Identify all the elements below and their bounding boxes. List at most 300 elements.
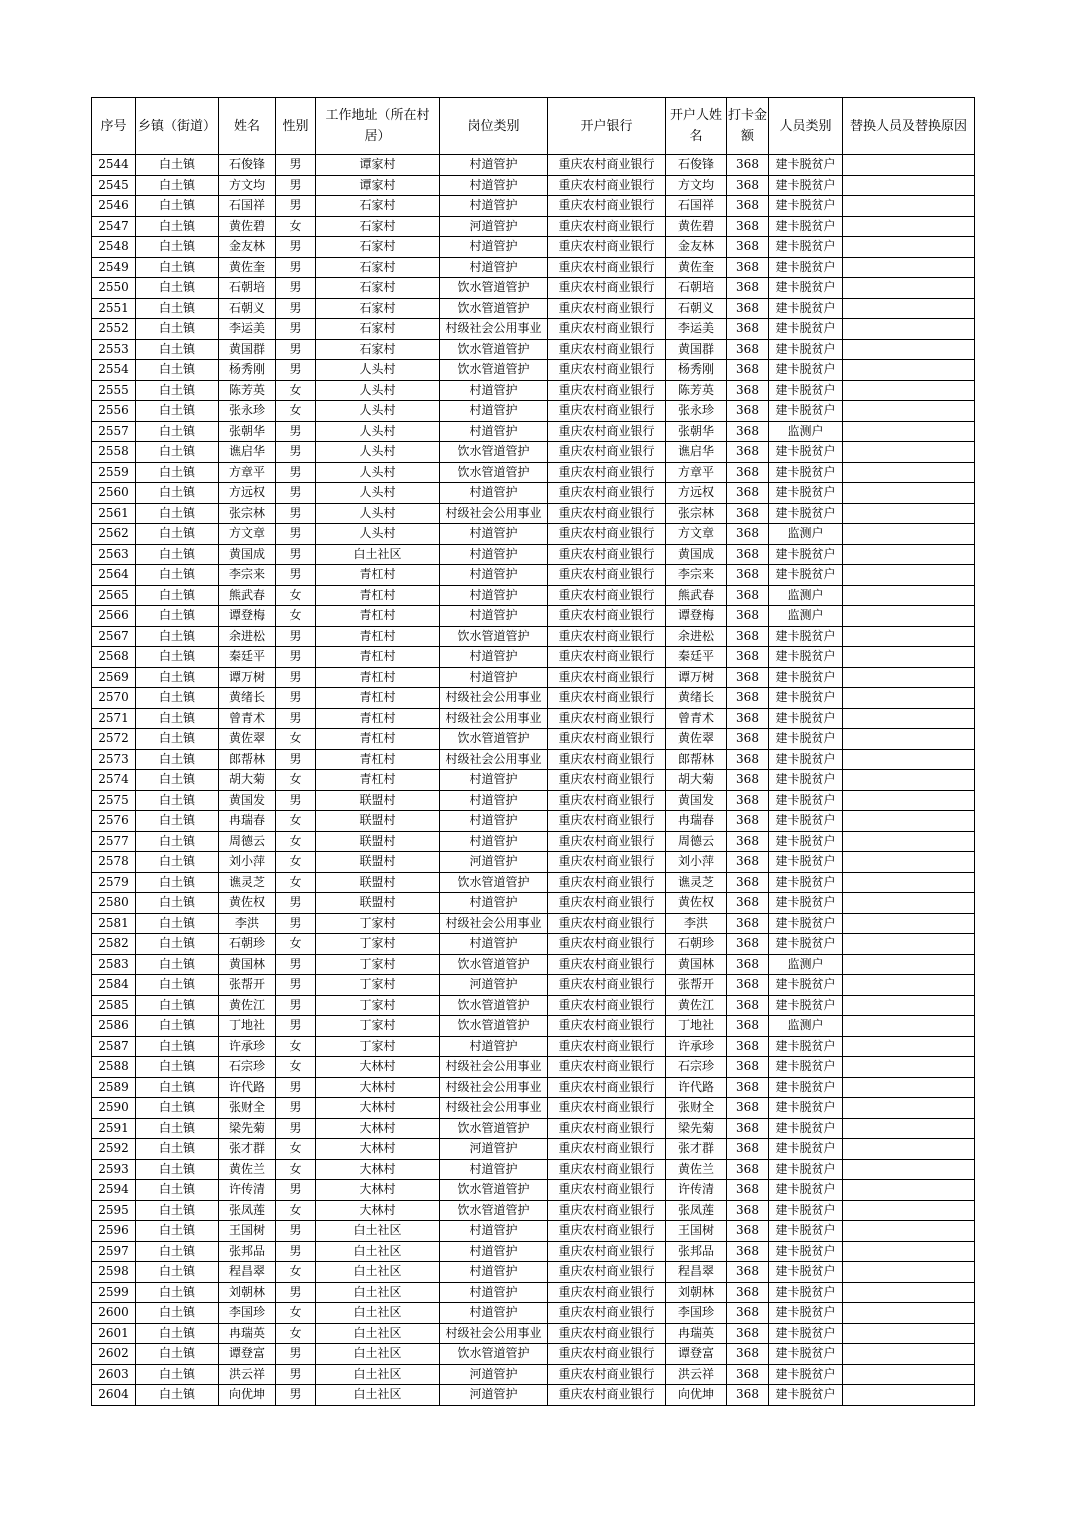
cell-person-category: 建卡脱贫户 bbox=[769, 278, 843, 299]
cell-account-holder: 张朝华 bbox=[666, 421, 727, 442]
cell-index: 2558 bbox=[92, 442, 136, 463]
cell-work-address: 石家村 bbox=[316, 257, 440, 278]
cell-replacement bbox=[843, 749, 975, 770]
cell-account-holder: 秦廷平 bbox=[666, 647, 727, 668]
cell-person-category: 建卡脱贫户 bbox=[769, 360, 843, 381]
cell-person-category: 建卡脱贫户 bbox=[769, 1303, 843, 1324]
cell-account-holder: 张宗林 bbox=[666, 503, 727, 524]
cell-name: 谯灵芝 bbox=[219, 872, 276, 893]
cell-person-category: 建卡脱贫户 bbox=[769, 1241, 843, 1262]
cell-post-type: 村道管护 bbox=[440, 237, 548, 258]
cell-name: 王国树 bbox=[219, 1221, 276, 1242]
cell-gender: 男 bbox=[276, 1098, 316, 1119]
cell-work-address: 联盟村 bbox=[316, 893, 440, 914]
cell-account-holder: 黄国成 bbox=[666, 544, 727, 565]
cell-amount: 368 bbox=[727, 1200, 769, 1221]
table-row bbox=[92, 462, 975, 483]
cell-work-address: 青杠村 bbox=[316, 585, 440, 606]
cell-person-category: 建卡脱贫户 bbox=[769, 237, 843, 258]
cell-bank: 重庆农村商业银行 bbox=[548, 770, 666, 791]
table-row bbox=[92, 360, 975, 381]
table-row bbox=[92, 483, 975, 504]
cell-bank: 重庆农村商业银行 bbox=[548, 483, 666, 504]
cell-replacement bbox=[843, 1385, 975, 1406]
cell-index: 2600 bbox=[92, 1303, 136, 1324]
cell-amount: 368 bbox=[727, 811, 769, 832]
cell-township: 白土镇 bbox=[136, 975, 219, 996]
cell-name: 谯启华 bbox=[219, 442, 276, 463]
cell-account-holder: 陈芳英 bbox=[666, 380, 727, 401]
cell-index: 2595 bbox=[92, 1200, 136, 1221]
cell-account-holder: 石国祥 bbox=[666, 196, 727, 217]
cell-name: 黄国发 bbox=[219, 790, 276, 811]
cell-index: 2586 bbox=[92, 1016, 136, 1037]
cell-post-type: 饮水管道管护 bbox=[440, 442, 548, 463]
cell-township: 白土镇 bbox=[136, 257, 219, 278]
cell-person-category: 监测户 bbox=[769, 524, 843, 545]
cell-name: 李运美 bbox=[219, 319, 276, 340]
cell-amount: 368 bbox=[727, 934, 769, 955]
cell-amount: 368 bbox=[727, 1344, 769, 1365]
cell-work-address: 石家村 bbox=[316, 237, 440, 258]
cell-work-address: 石家村 bbox=[316, 298, 440, 319]
cell-work-address: 人头村 bbox=[316, 524, 440, 545]
cell-gender: 女 bbox=[276, 216, 316, 237]
cell-replacement bbox=[843, 401, 975, 422]
cell-work-address: 青杠村 bbox=[316, 708, 440, 729]
cell-township: 白土镇 bbox=[136, 298, 219, 319]
cell-post-type: 村级社会公用事业 bbox=[440, 319, 548, 340]
cell-account-holder: 李国珍 bbox=[666, 1303, 727, 1324]
cell-amount: 368 bbox=[727, 1118, 769, 1139]
cell-amount: 368 bbox=[727, 319, 769, 340]
cell-account-holder: 谯灵芝 bbox=[666, 872, 727, 893]
cell-gender: 男 bbox=[276, 667, 316, 688]
cell-amount: 368 bbox=[727, 196, 769, 217]
cell-index: 2588 bbox=[92, 1057, 136, 1078]
cell-account-holder: 黄佐兰 bbox=[666, 1159, 727, 1180]
cell-index: 2599 bbox=[92, 1282, 136, 1303]
cell-work-address: 青杠村 bbox=[316, 667, 440, 688]
cell-name: 方文均 bbox=[219, 175, 276, 196]
cell-replacement bbox=[843, 360, 975, 381]
cell-account-holder: 谭万树 bbox=[666, 667, 727, 688]
table-row bbox=[92, 1303, 975, 1324]
table-row bbox=[92, 770, 975, 791]
cell-index: 2581 bbox=[92, 913, 136, 934]
cell-person-category: 建卡脱贫户 bbox=[769, 401, 843, 422]
cell-gender: 男 bbox=[276, 257, 316, 278]
cell-person-category: 建卡脱贫户 bbox=[769, 626, 843, 647]
cell-account-holder: 冉瑞春 bbox=[666, 811, 727, 832]
cell-township: 白土镇 bbox=[136, 872, 219, 893]
cell-post-type: 饮水管道管护 bbox=[440, 626, 548, 647]
cell-replacement bbox=[843, 1139, 975, 1160]
cell-index: 2568 bbox=[92, 647, 136, 668]
cell-name: 熊武春 bbox=[219, 585, 276, 606]
cell-bank: 重庆农村商业银行 bbox=[548, 934, 666, 955]
cell-index: 2597 bbox=[92, 1241, 136, 1262]
cell-name: 方章平 bbox=[219, 462, 276, 483]
cell-account-holder: 黄佐奎 bbox=[666, 257, 727, 278]
table-row bbox=[92, 401, 975, 422]
table-row bbox=[92, 155, 975, 176]
cell-bank: 重庆农村商业银行 bbox=[548, 1159, 666, 1180]
cell-replacement bbox=[843, 278, 975, 299]
cell-gender: 男 bbox=[276, 565, 316, 586]
cell-work-address: 青杠村 bbox=[316, 647, 440, 668]
cell-account-holder: 刘小萍 bbox=[666, 852, 727, 873]
cell-index: 2565 bbox=[92, 585, 136, 606]
cell-replacement bbox=[843, 524, 975, 545]
cell-replacement bbox=[843, 565, 975, 586]
cell-name: 张才群 bbox=[219, 1139, 276, 1160]
cell-work-address: 联盟村 bbox=[316, 790, 440, 811]
cell-person-category: 建卡脱贫户 bbox=[769, 1221, 843, 1242]
cell-name: 方远权 bbox=[219, 483, 276, 504]
cell-name: 李宗来 bbox=[219, 565, 276, 586]
cell-person-category: 监测户 bbox=[769, 954, 843, 975]
cell-account-holder: 黄绪长 bbox=[666, 688, 727, 709]
cell-post-type: 村道管护 bbox=[440, 1303, 548, 1324]
cell-name: 冉瑞春 bbox=[219, 811, 276, 832]
cell-work-address: 人头村 bbox=[316, 503, 440, 524]
cell-bank: 重庆农村商业银行 bbox=[548, 401, 666, 422]
table-row bbox=[92, 1221, 975, 1242]
cell-account-holder: 谭登梅 bbox=[666, 606, 727, 627]
cell-replacement bbox=[843, 708, 975, 729]
cell-bank: 重庆农村商业银行 bbox=[548, 729, 666, 750]
col-header-amount: 打卡金额 bbox=[727, 98, 769, 155]
cell-name: 黄佐碧 bbox=[219, 216, 276, 237]
table-row bbox=[92, 954, 975, 975]
table-row bbox=[92, 606, 975, 627]
cell-name: 许承珍 bbox=[219, 1036, 276, 1057]
cell-gender: 男 bbox=[276, 1344, 316, 1365]
cell-person-category: 建卡脱贫户 bbox=[769, 483, 843, 504]
cell-person-category: 建卡脱贫户 bbox=[769, 544, 843, 565]
cell-account-holder: 张才群 bbox=[666, 1139, 727, 1160]
cell-amount: 368 bbox=[727, 1241, 769, 1262]
cell-post-type: 村道管护 bbox=[440, 380, 548, 401]
cell-work-address: 丁家村 bbox=[316, 954, 440, 975]
cell-work-address: 联盟村 bbox=[316, 831, 440, 852]
cell-township: 白土镇 bbox=[136, 585, 219, 606]
cell-work-address: 丁家村 bbox=[316, 995, 440, 1016]
cell-amount: 368 bbox=[727, 1364, 769, 1385]
cell-gender: 女 bbox=[276, 811, 316, 832]
cell-index: 2555 bbox=[92, 380, 136, 401]
cell-bank: 重庆农村商业银行 bbox=[548, 421, 666, 442]
cell-bank: 重庆农村商业银行 bbox=[548, 893, 666, 914]
cell-replacement bbox=[843, 1282, 975, 1303]
cell-bank: 重庆农村商业银行 bbox=[548, 360, 666, 381]
table-row bbox=[92, 175, 975, 196]
cell-bank: 重庆农村商业银行 bbox=[548, 237, 666, 258]
cell-bank: 重庆农村商业银行 bbox=[548, 626, 666, 647]
cell-replacement bbox=[843, 1118, 975, 1139]
cell-township: 白土镇 bbox=[136, 544, 219, 565]
cell-person-category: 建卡脱贫户 bbox=[769, 1344, 843, 1365]
cell-township: 白土镇 bbox=[136, 1385, 219, 1406]
cell-gender: 男 bbox=[276, 339, 316, 360]
cell-replacement bbox=[843, 934, 975, 955]
cell-replacement bbox=[843, 503, 975, 524]
cell-township: 白土镇 bbox=[136, 852, 219, 873]
cell-person-category: 建卡脱贫户 bbox=[769, 749, 843, 770]
cell-amount: 368 bbox=[727, 913, 769, 934]
cell-work-address: 人头村 bbox=[316, 360, 440, 381]
cell-township: 白土镇 bbox=[136, 647, 219, 668]
col-header-index: 序号 bbox=[92, 98, 136, 155]
cell-name: 曾青术 bbox=[219, 708, 276, 729]
cell-replacement bbox=[843, 688, 975, 709]
cell-name: 黄国群 bbox=[219, 339, 276, 360]
cell-gender: 女 bbox=[276, 585, 316, 606]
cell-replacement bbox=[843, 175, 975, 196]
cell-account-holder: 方远权 bbox=[666, 483, 727, 504]
cell-township: 白土镇 bbox=[136, 1323, 219, 1344]
cell-amount: 368 bbox=[727, 298, 769, 319]
cell-person-category: 建卡脱贫户 bbox=[769, 216, 843, 237]
cell-gender: 男 bbox=[276, 442, 316, 463]
cell-post-type: 村道管护 bbox=[440, 811, 548, 832]
cell-index: 2562 bbox=[92, 524, 136, 545]
cell-replacement bbox=[843, 975, 975, 996]
table-row bbox=[92, 1323, 975, 1344]
cell-work-address: 白土社区 bbox=[316, 544, 440, 565]
cell-person-category: 建卡脱贫户 bbox=[769, 298, 843, 319]
cell-post-type: 村级社会公用事业 bbox=[440, 749, 548, 770]
cell-post-type: 村级社会公用事业 bbox=[440, 1323, 548, 1344]
table-row bbox=[92, 688, 975, 709]
cell-name: 张财全 bbox=[219, 1098, 276, 1119]
cell-amount: 368 bbox=[727, 831, 769, 852]
table-row bbox=[92, 1139, 975, 1160]
cell-township: 白土镇 bbox=[136, 339, 219, 360]
cell-name: 黄佐奎 bbox=[219, 257, 276, 278]
cell-index: 2563 bbox=[92, 544, 136, 565]
cell-township: 白土镇 bbox=[136, 503, 219, 524]
cell-person-category: 建卡脱贫户 bbox=[769, 1159, 843, 1180]
cell-account-holder: 郎帮林 bbox=[666, 749, 727, 770]
cell-index: 2603 bbox=[92, 1364, 136, 1385]
cell-person-category: 建卡脱贫户 bbox=[769, 319, 843, 340]
cell-name: 李国珍 bbox=[219, 1303, 276, 1324]
cell-index: 2576 bbox=[92, 811, 136, 832]
cell-replacement bbox=[843, 483, 975, 504]
cell-gender: 女 bbox=[276, 872, 316, 893]
table-row bbox=[92, 196, 975, 217]
cell-replacement bbox=[843, 811, 975, 832]
table-row bbox=[92, 1241, 975, 1262]
cell-person-category: 建卡脱贫户 bbox=[769, 1262, 843, 1283]
table-row bbox=[92, 975, 975, 996]
cell-account-holder: 许传清 bbox=[666, 1180, 727, 1201]
table-row bbox=[92, 893, 975, 914]
cell-gender: 男 bbox=[276, 278, 316, 299]
cell-work-address: 石家村 bbox=[316, 339, 440, 360]
cell-gender: 男 bbox=[276, 1077, 316, 1098]
cell-index: 2589 bbox=[92, 1077, 136, 1098]
cell-replacement bbox=[843, 380, 975, 401]
cell-person-category: 建卡脱贫户 bbox=[769, 995, 843, 1016]
cell-gender: 女 bbox=[276, 1303, 316, 1324]
table-row bbox=[92, 811, 975, 832]
cell-name: 许代路 bbox=[219, 1077, 276, 1098]
cell-bank: 重庆农村商业银行 bbox=[548, 175, 666, 196]
table-row bbox=[92, 1282, 975, 1303]
col-header-work-address: 工作地址（所在村居） bbox=[316, 98, 440, 155]
cell-gender: 男 bbox=[276, 1241, 316, 1262]
cell-post-type: 村道管护 bbox=[440, 934, 548, 955]
cell-bank: 重庆农村商业银行 bbox=[548, 1241, 666, 1262]
cell-person-category: 监测户 bbox=[769, 585, 843, 606]
cell-amount: 368 bbox=[727, 688, 769, 709]
cell-account-holder: 余进松 bbox=[666, 626, 727, 647]
cell-person-category: 建卡脱贫户 bbox=[769, 565, 843, 586]
cell-person-category: 建卡脱贫户 bbox=[769, 708, 843, 729]
cell-replacement bbox=[843, 606, 975, 627]
cell-work-address: 人头村 bbox=[316, 483, 440, 504]
cell-gender: 男 bbox=[276, 749, 316, 770]
cell-post-type: 村道管护 bbox=[440, 831, 548, 852]
cell-bank: 重庆农村商业银行 bbox=[548, 442, 666, 463]
cell-replacement bbox=[843, 913, 975, 934]
cell-index: 2604 bbox=[92, 1385, 136, 1406]
cell-bank: 重庆农村商业银行 bbox=[548, 831, 666, 852]
col-header-replacement: 替换人员及替换原因 bbox=[843, 98, 975, 155]
cell-person-category: 建卡脱贫户 bbox=[769, 462, 843, 483]
table-row bbox=[92, 298, 975, 319]
table-row bbox=[92, 216, 975, 237]
cell-post-type: 河道管护 bbox=[440, 216, 548, 237]
cell-bank: 重庆农村商业银行 bbox=[548, 975, 666, 996]
cell-person-category: 建卡脱贫户 bbox=[769, 257, 843, 278]
cell-person-category: 建卡脱贫户 bbox=[769, 1077, 843, 1098]
cell-work-address: 人头村 bbox=[316, 462, 440, 483]
cell-amount: 368 bbox=[727, 1323, 769, 1344]
cell-bank: 重庆农村商业银行 bbox=[548, 1077, 666, 1098]
cell-bank: 重庆农村商业银行 bbox=[548, 278, 666, 299]
cell-township: 白土镇 bbox=[136, 995, 219, 1016]
cell-bank: 重庆农村商业银行 bbox=[548, 565, 666, 586]
cell-township: 白土镇 bbox=[136, 1344, 219, 1365]
cell-work-address: 青杠村 bbox=[316, 770, 440, 791]
cell-bank: 重庆农村商业银行 bbox=[548, 298, 666, 319]
cell-township: 白土镇 bbox=[136, 462, 219, 483]
cell-name: 杨秀刚 bbox=[219, 360, 276, 381]
cell-post-type: 村级社会公用事业 bbox=[440, 503, 548, 524]
table-row bbox=[92, 872, 975, 893]
cell-gender: 女 bbox=[276, 1200, 316, 1221]
cell-replacement bbox=[843, 1057, 975, 1078]
cell-amount: 368 bbox=[727, 1180, 769, 1201]
cell-bank: 重庆农村商业银行 bbox=[548, 872, 666, 893]
cell-index: 2570 bbox=[92, 688, 136, 709]
cell-amount: 368 bbox=[727, 565, 769, 586]
cell-index: 2548 bbox=[92, 237, 136, 258]
cell-person-category: 建卡脱贫户 bbox=[769, 852, 843, 873]
cell-name: 秦廷平 bbox=[219, 647, 276, 668]
cell-township: 白土镇 bbox=[136, 1098, 219, 1119]
cell-name: 张永珍 bbox=[219, 401, 276, 422]
cell-replacement bbox=[843, 1262, 975, 1283]
cell-person-category: 建卡脱贫户 bbox=[769, 934, 843, 955]
cell-gender: 女 bbox=[276, 1036, 316, 1057]
cell-replacement bbox=[843, 216, 975, 237]
cell-person-category: 建卡脱贫户 bbox=[769, 175, 843, 196]
cell-account-holder: 刘朝林 bbox=[666, 1282, 727, 1303]
cell-township: 白土镇 bbox=[136, 954, 219, 975]
cell-replacement bbox=[843, 462, 975, 483]
cell-bank: 重庆农村商业银行 bbox=[548, 811, 666, 832]
table-row bbox=[92, 934, 975, 955]
cell-replacement bbox=[843, 585, 975, 606]
cell-account-holder: 许代路 bbox=[666, 1077, 727, 1098]
cell-index: 2602 bbox=[92, 1344, 136, 1365]
table-row bbox=[92, 380, 975, 401]
cell-amount: 368 bbox=[727, 1098, 769, 1119]
cell-work-address: 大林村 bbox=[316, 1200, 440, 1221]
cell-post-type: 村道管护 bbox=[440, 647, 548, 668]
cell-township: 白土镇 bbox=[136, 1241, 219, 1262]
cell-account-holder: 曾青术 bbox=[666, 708, 727, 729]
cell-index: 2552 bbox=[92, 319, 136, 340]
cell-person-category: 建卡脱贫户 bbox=[769, 1139, 843, 1160]
cell-gender: 女 bbox=[276, 1057, 316, 1078]
cell-bank: 重庆农村商业银行 bbox=[548, 503, 666, 524]
table-row bbox=[92, 278, 975, 299]
cell-amount: 368 bbox=[727, 995, 769, 1016]
cell-amount: 368 bbox=[727, 1282, 769, 1303]
cell-gender: 男 bbox=[276, 319, 316, 340]
cell-name: 余进松 bbox=[219, 626, 276, 647]
col-header-account-holder: 开户人姓名 bbox=[666, 98, 727, 155]
cell-gender: 男 bbox=[276, 975, 316, 996]
cell-amount: 368 bbox=[727, 462, 769, 483]
cell-name: 石朝义 bbox=[219, 298, 276, 319]
cell-account-holder: 金友林 bbox=[666, 237, 727, 258]
cell-post-type: 村道管护 bbox=[440, 585, 548, 606]
cell-name: 张凤莲 bbox=[219, 1200, 276, 1221]
cell-post-type: 饮水管道管护 bbox=[440, 954, 548, 975]
cell-bank: 重庆农村商业银行 bbox=[548, 606, 666, 627]
table-row bbox=[92, 831, 975, 852]
cell-township: 白土镇 bbox=[136, 1057, 219, 1078]
table-row bbox=[92, 339, 975, 360]
cell-gender: 男 bbox=[276, 995, 316, 1016]
cell-amount: 368 bbox=[727, 1385, 769, 1406]
cell-amount: 368 bbox=[727, 790, 769, 811]
cell-replacement bbox=[843, 893, 975, 914]
cell-work-address: 大林村 bbox=[316, 1098, 440, 1119]
cell-work-address: 青杠村 bbox=[316, 626, 440, 647]
cell-township: 白土镇 bbox=[136, 934, 219, 955]
cell-replacement bbox=[843, 257, 975, 278]
cell-amount: 368 bbox=[727, 1016, 769, 1037]
cell-replacement bbox=[843, 729, 975, 750]
cell-gender: 男 bbox=[276, 893, 316, 914]
cell-bank: 重庆农村商业银行 bbox=[548, 913, 666, 934]
cell-replacement bbox=[843, 626, 975, 647]
cell-account-holder: 方文均 bbox=[666, 175, 727, 196]
table-row bbox=[92, 749, 975, 770]
table-row bbox=[92, 237, 975, 258]
cell-township: 白土镇 bbox=[136, 319, 219, 340]
cell-work-address: 谭家村 bbox=[316, 175, 440, 196]
table-row bbox=[92, 1159, 975, 1180]
